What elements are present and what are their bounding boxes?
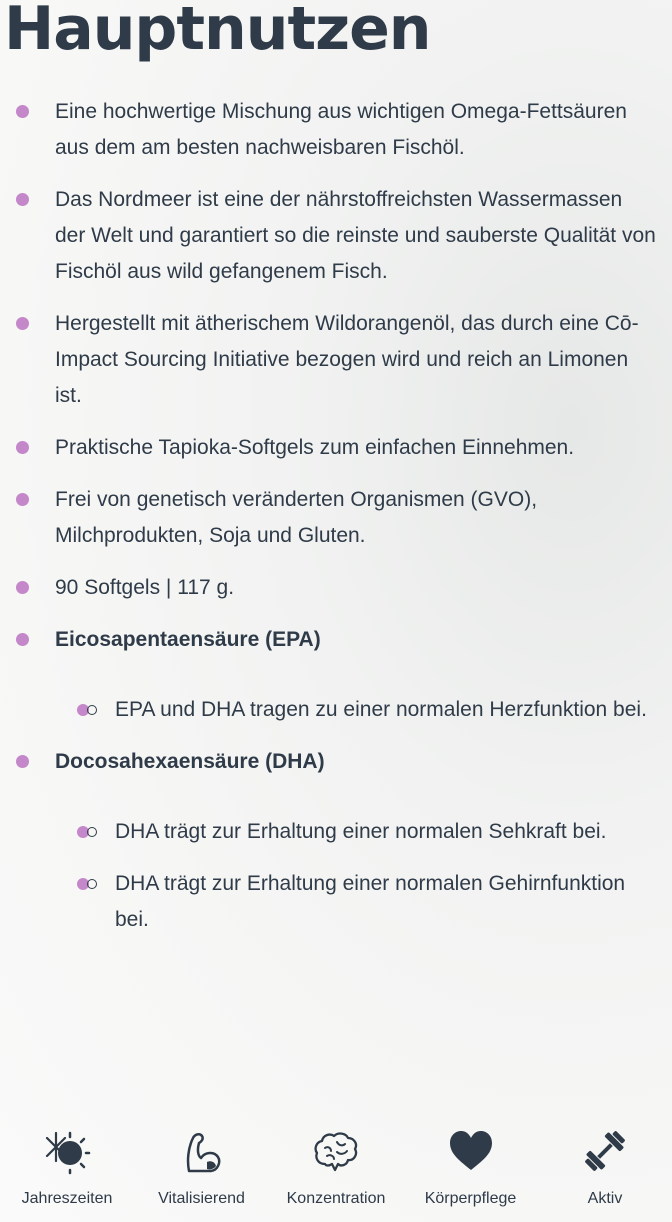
dha-sublist (55, 814, 658, 938)
sub-list-text: DHA trägt zur Erhaltung einer normalen Sehkraft bei. (115, 820, 607, 843)
epa-item (0, 622, 672, 728)
flexed-arm-icon (177, 1126, 227, 1176)
sub-bullet-icon (77, 826, 99, 838)
nav-label: Jahreszeiten (21, 1190, 113, 1207)
nav-item-jahreszeiten[interactable] (0, 1118, 134, 1222)
nav-label: Vitalisierend (158, 1190, 245, 1207)
nav-item-vitalisierend[interactable] (135, 1118, 269, 1222)
list-item: Hergestellt mit ätherischem Wildorangenöl, das durch eine Cō-Impact Sourcing Initiative bezogen wird und reich an Limonen ist. (0, 306, 672, 414)
dumbbell-icon (580, 1126, 630, 1176)
nav-label: Aktiv (587, 1190, 623, 1207)
season-sun-snow-icon (42, 1126, 92, 1176)
nav-item-koerperpflege[interactable] (404, 1118, 538, 1222)
sub-bullet-icon (77, 878, 99, 890)
nav-label: Körperpflege (424, 1190, 517, 1207)
epa-heading: Eicosapentaensäure (EPA) (55, 628, 321, 651)
list-item: Praktische Tapioka-Softgels zum einfachen Einnehmen. (0, 430, 672, 466)
benefit-list (0, 94, 672, 954)
bottom-nav (0, 1118, 672, 1222)
sub-list-text: DHA trägt zur Erhaltung einer normalen Gehirnfunktion bei. (115, 872, 626, 931)
nav-item-konzentration[interactable] (269, 1118, 403, 1222)
page-title: Hauptnutzen (4, 0, 431, 64)
sub-bullet-icon (77, 704, 99, 716)
sub-list-item (55, 866, 658, 938)
list-item: Frei von genetisch veränderten Organismen (GVO), Milchprodukten, Soja und Gluten. (0, 482, 672, 554)
list-item: Das Nordmeer ist eine der nährstoffreichsten Wassermassen der Welt und garantiert so die reinste und sauberste Qualität von Fischöl aus wild gefangenem Fisch. (0, 182, 672, 290)
list-item: Eine hochwertige Mischung aus wichtigen Omega-Fettsäuren aus dem am besten nachweisbaren Fischöl. (0, 94, 672, 166)
sub-list-text: EPA und DHA tragen zu einer normalen Herzfunktion bei. (115, 698, 647, 721)
nav-item-aktiv[interactable] (538, 1118, 672, 1222)
dha-item (0, 744, 672, 938)
heart-icon (446, 1126, 496, 1176)
dha-heading: Docosahexaensäure (DHA) (55, 750, 325, 773)
sub-list-item (55, 814, 658, 850)
epa-sublist (55, 692, 658, 728)
nav-label: Konzentration (286, 1190, 386, 1207)
brain-icon (311, 1126, 361, 1176)
list-item: 90 Softgels | 117 g. (0, 570, 672, 606)
sub-list-item (55, 692, 658, 728)
